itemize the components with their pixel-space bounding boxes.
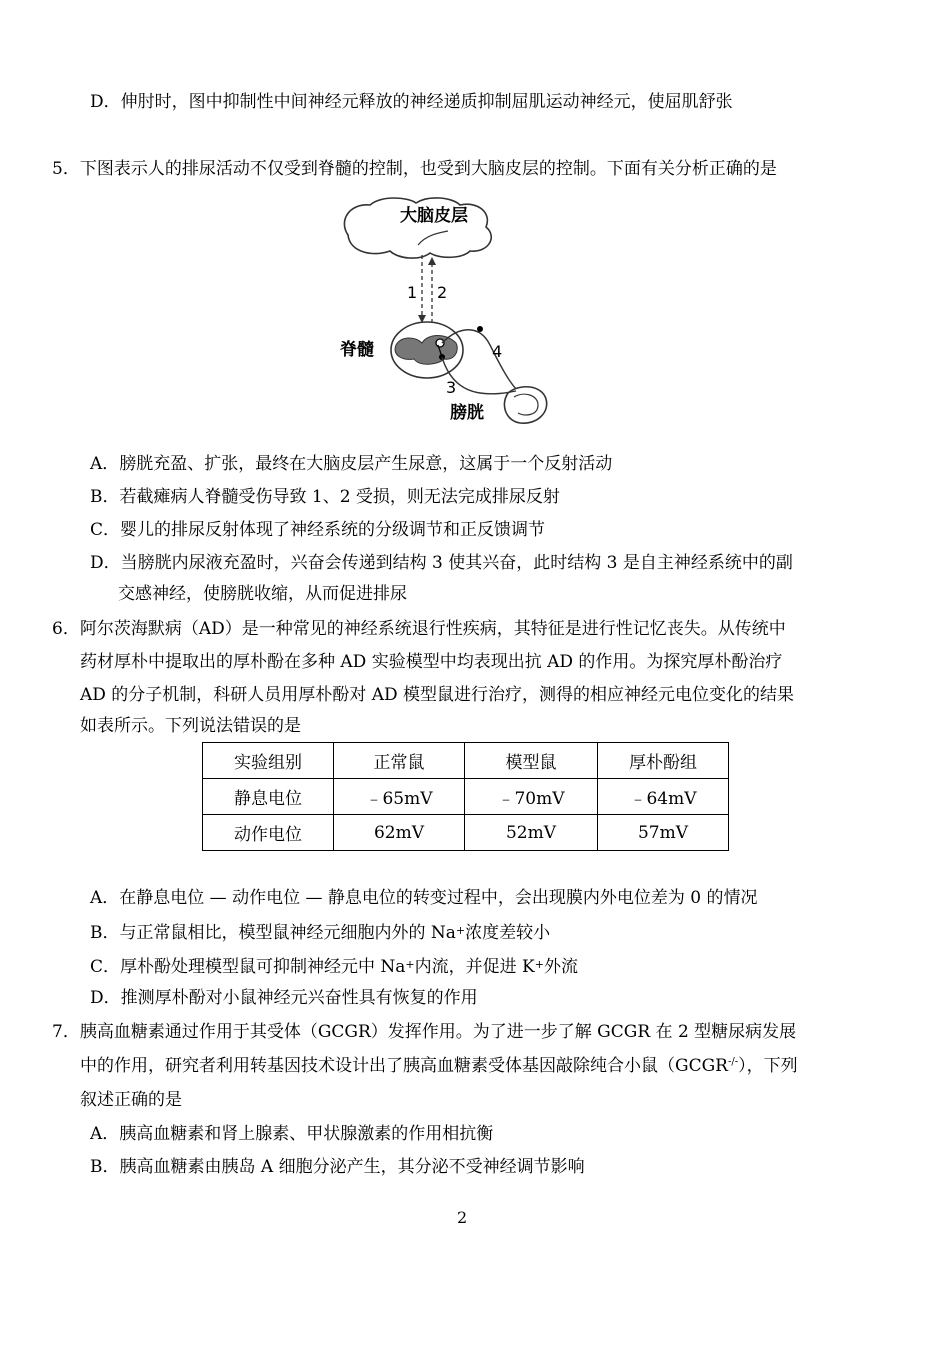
table-header-cell: 厚朴酚组	[598, 743, 729, 779]
table-header-cell: 正常鼠	[334, 743, 465, 779]
q6-option-b	[90, 919, 550, 945]
table-header-cell: 实验组别	[203, 743, 334, 779]
table-cell: ﹣65mV	[334, 779, 465, 815]
q6-option-c-text-mid: 内流，并促进 K	[414, 957, 535, 977]
q7-option-a: A．胰高血糖素和肾上腺素、甲状腺激素的作用相抗衡	[90, 1124, 494, 1144]
q6-option-c-text-end: 外流	[543, 957, 578, 977]
grey-matter	[395, 336, 457, 365]
q6-option-b-text-end: 浓度差较小	[465, 923, 551, 943]
label-3: 3	[446, 378, 457, 397]
superscript-knockout: -/-	[727, 1056, 739, 1068]
bladder-label: 膀胱	[450, 403, 484, 423]
arrowhead-up-icon	[428, 257, 436, 265]
q7-stem-text: 中的作用，研究者利用转基因技术设计出了胰高血糖素受体基因敲除纯合小鼠（GCGR	[80, 1056, 728, 1076]
label-1: 1	[407, 283, 418, 302]
urination-control-diagram	[330, 195, 560, 430]
potential-table	[202, 742, 729, 851]
q5-option-d-line2: 交感神经，使膀胱收缩，从而促进排尿	[118, 584, 407, 604]
q5-option-b: B．若截瘫病人脊髓受伤导致 1、2 受损，则无法完成排尿反射	[90, 487, 560, 507]
superscript-plus: +	[534, 958, 544, 971]
q7-stem-line3: 叙述正确的是	[80, 1090, 182, 1110]
label-2: 2	[437, 283, 448, 302]
q6-option-c-text: C．厚朴酚处理模型鼠可抑制神经元中 Na	[90, 957, 406, 977]
q6-stem-line1: 6．阿尔茨海默病（AD）是一种常见的神经系统退行性疾病，其特征是进行性记忆丧失。从传统中	[52, 619, 786, 639]
q6-option-d: D．推测厚朴酚对小鼠神经元兴奋性具有恢复的作用	[90, 988, 478, 1008]
q7-option-b: B．胰高血糖素由胰岛 A 细胞分泌产生，其分泌不受神经调节影响	[90, 1157, 585, 1177]
table-cell: ﹣64mV	[598, 779, 729, 815]
table-row	[203, 815, 729, 851]
superscript-plus: +	[405, 958, 415, 971]
q6-stem-line3: AD 的分子机制，科研人员用厚朴酚对 AD 模型鼠进行治疗，测得的相应神经元电位变化的结果	[80, 685, 795, 705]
q5-option-c: C．婴儿的排尿反射体现了神经系统的分级调节和正反馈调节	[90, 520, 546, 540]
table-cell: ﹣70mV	[465, 779, 598, 815]
q7-stem-text-end: ），下列	[738, 1056, 798, 1076]
q6-stem-line4: 如表所示。下列说法错误的是	[80, 716, 301, 736]
table-cell: 57mV	[598, 815, 729, 851]
table-row	[203, 779, 729, 815]
superscript-plus: +	[455, 924, 466, 937]
brain-fold	[418, 231, 448, 245]
label-4: 4	[492, 342, 503, 361]
q5-option-d-line1: D．当膀胱内尿液充盈时，兴奋会传递到结构 3 使其兴奋，此时结构 3 是自主神经系统中的副	[90, 553, 793, 573]
q6-option-c	[90, 953, 578, 979]
table-cell: 62mV	[334, 815, 465, 851]
table-header-cell: 模型鼠	[465, 743, 598, 779]
q7-stem-line1: 7．胰高血糖素通过作用于其受体（GCGR）发挥作用。为了进一步了解 GCGR 在 2 型糖尿病发展	[52, 1022, 797, 1042]
page-number: 2	[457, 1208, 468, 1227]
q6-option-a: A．在静息电位 — 动作电位 — 静息电位的转变过程中，会出现膜内外电位差为 0 的情况	[90, 888, 758, 908]
q6-stem-line2: 药材厚朴中提取出的厚朴酚在多种 AD 实验模型中均表现出抗 AD 的作用。为探究厚朴酚治疗	[80, 652, 783, 672]
brain-label: 大脑皮层	[400, 206, 468, 226]
q6-option-b-text: B．与正常鼠相比，模型鼠神经元细胞内外的 Na	[90, 923, 456, 943]
table-header-row	[203, 743, 729, 779]
q7-stem-line2	[80, 1054, 798, 1078]
prev-option-d: D．伸肘时，图中抑制性中间神经元释放的神经递质抑制屈肌运动神经元，使屈肌舒张	[90, 92, 733, 112]
table-cell: 动作电位	[203, 815, 334, 851]
table-cell: 静息电位	[203, 779, 334, 815]
q5-stem: 5．下图表示人的排尿活动不仅受到脊髓的控制，也受到大脑皮层的控制。下面有关分析正确的是	[52, 159, 777, 179]
table-cell: 52mV	[465, 815, 598, 851]
q5-option-a: A．膀胱充盈、扩张，最终在大脑皮层产生尿意，这属于一个反射活动	[90, 454, 613, 474]
spinal-cord-label: 脊髓	[340, 340, 374, 360]
